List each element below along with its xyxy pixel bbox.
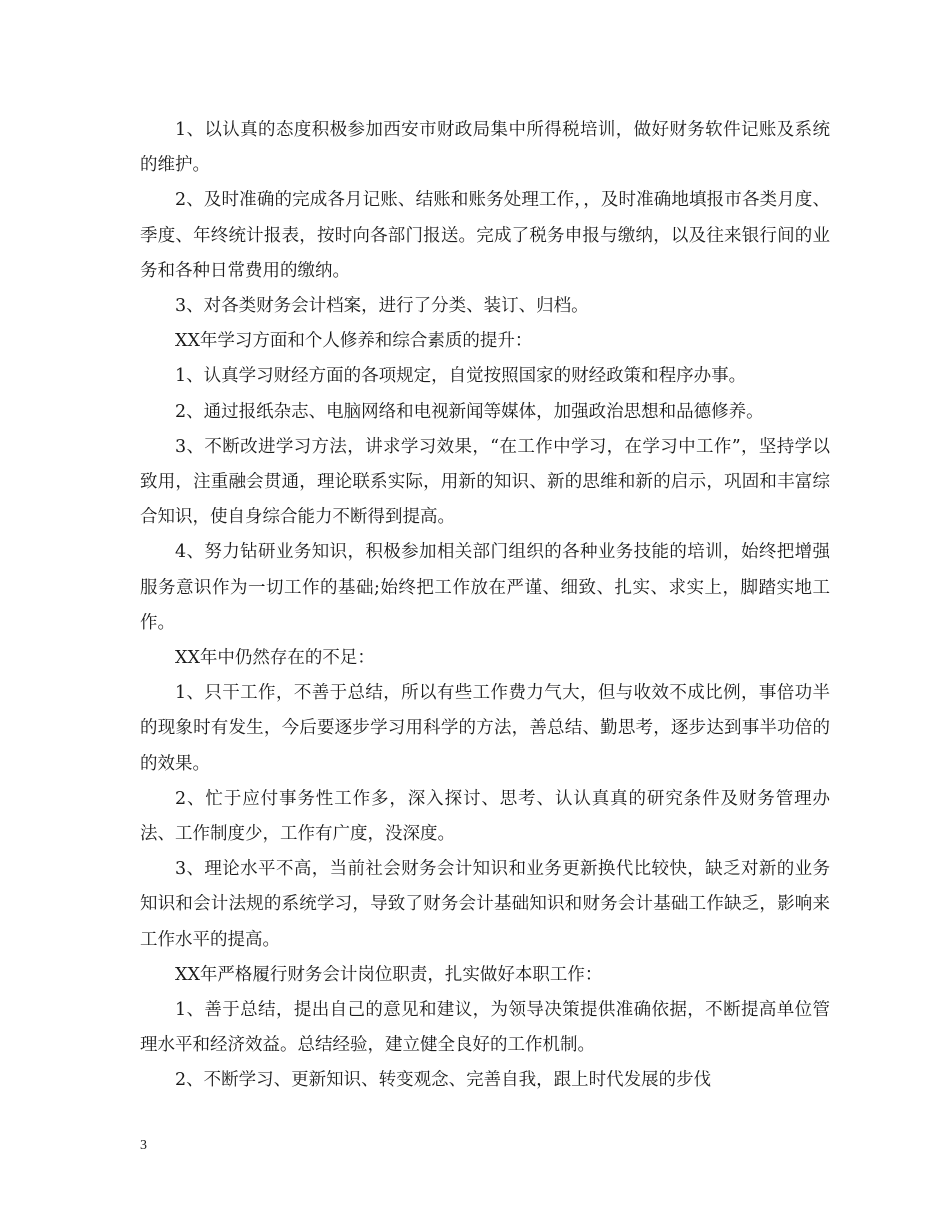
paragraph: 2、不断学习、更新知识、转变观念、完善自我，跟上时代发展的步伐 (175, 1070, 712, 1091)
document-body (140, 113, 830, 1099)
paragraph: 1、只干工作，不善于总结，所以有些工作费力气大，但与收效不成比例，事倍功半的现象时有发生，今后要逐步学习用科学的方法，善总结、勤思考，逐步达到事半功倍的的效果。 (140, 683, 830, 774)
paragraph: 3、对各类财务会计档案，进行了分类、装订、归档。 (175, 296, 589, 317)
section-heading: XX年中仍然存在的不足： (175, 648, 375, 669)
page-number: 3 (140, 1138, 147, 1153)
section-heading: XX年严格履行财务会计岗位职责，扎实做好本职工作： (175, 964, 603, 985)
section-heading: XX年学习方面和个人修养和综合素质的提升： (175, 331, 533, 352)
paragraph: 3、理论水平不高，当前社会财务会计知识和业务更新换代比较快，缺乏对新的业务知识和会计法规的系统学习，导致了财务会计基础知识和财务会计基础工作缺乏，影响来工作水平的提高。 (140, 859, 830, 950)
paragraph: 1、善于总结，提出自己的意见和建议，为领导决策提供准确依据，不断提高单位管理水平和经济效益。总结经验，建立健全良好的工作机制。 (140, 1000, 830, 1056)
paragraph: 2、通过报纸杂志、电脑网络和电视新闻等媒体，加强政治思想和品德修养。 (175, 401, 764, 422)
paragraph: 1、认真学习财经方面的各项规定，自觉按照国家的财经政策和程序办事。 (175, 366, 747, 387)
paragraph: 1、以认真的态度积极参加西安市财政局集中所得税培训，做好财务软件记账及系统的维护。 (140, 120, 830, 176)
paragraph: 2、忙于应付事务性工作多，深入探讨、思考、认认真真的研究条件及财务管理办法、工作制度少，工作有广度，没深度。 (140, 788, 830, 845)
paragraph: 3、不断改进学习方法，讲求学习效果，“在工作中学习，在学习中工作”，坚持学以致用，注重融会贯通，理论联系实际，用新的知识、新的思维和新的启示，巩固和丰富综合知识，使自身综合能力不断得到提高。 (140, 436, 830, 528)
paragraph: 4、努力钻研业务知识，积极参加相关部门组织的各种业务技能的培训，始终把增强服务意识作为一切工作的基础;始终把工作放在严谨、细致、扎实、求实上，脚踏实地工作。 (140, 542, 830, 633)
paragraph: 2、及时准确的完成各月记账、结账和账务处理工作，，及时准确地填报市各类月度、季度、年终统计报表，按时向各部门报送。完成了税务申报与缴纳，以及往来银行间的业务和各种日常费用的缴纳。 (140, 190, 830, 281)
